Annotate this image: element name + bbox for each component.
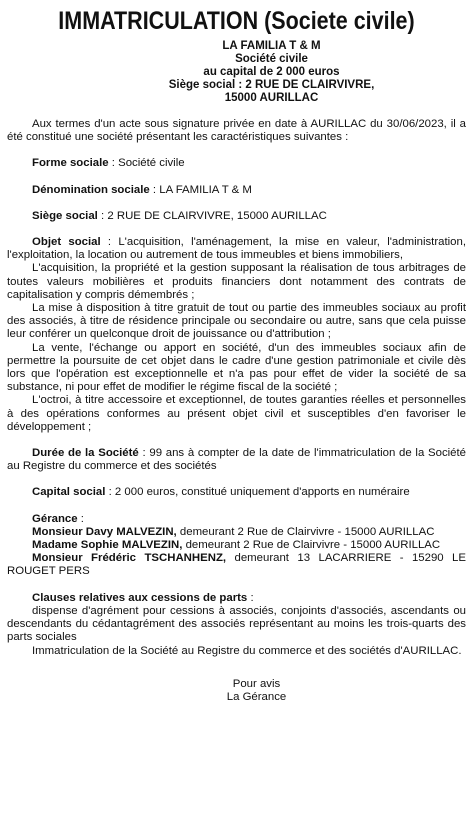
company-city: 15000 AURILLAC [224, 92, 319, 104]
siege-label: Siège social [32, 209, 98, 222]
objet-paragraph: La mise à disposition à titre gratuit de tout ou partie des immeubles sociaux au profit des associés, à titre de résidence principale ou secondaire ou autre, sans que cela puisse leur conférer un quelconque droit de jouissance ou d'attribution ; [7, 302, 466, 341]
objet-social [7, 236, 466, 262]
gerant-name: Madame Sophie MALVEZIN, [32, 539, 183, 552]
company-capital: au capital de 2 000 euros [203, 66, 340, 78]
gerant-name: Monsieur Frédéric TSCHANHENZ, [32, 552, 227, 565]
forme-label: Forme sociale [32, 157, 109, 170]
gerance-label: Gérance [32, 512, 78, 525]
objet-paragraph: La vente, l'échange ou apport en société, d'un des immeubles sociaux afin de permettre la poursuite de cet objet dans le cadre d'une gestion patrimoniale et civile dès lors que l'opération est exceptionnelle et n'a pas pour effet de vider la société de sa substance, ni pour effet de modifier le régime fiscal de la société ; [7, 341, 466, 394]
capital-social [7, 486, 466, 499]
duree-label: Durée de la Société [32, 447, 139, 460]
company-header [77, 40, 466, 105]
siege-social [7, 210, 466, 223]
clauses-heading [7, 592, 466, 605]
duree-societe [7, 447, 466, 473]
company-type: Société civile [235, 53, 308, 65]
gerant-entry [7, 539, 466, 552]
gerant-entry [7, 526, 466, 539]
denomination-sociale [7, 184, 466, 197]
notice-title: IMMATRICULATION (Societe civile) [58, 7, 415, 35]
siege-value: : 2 RUE DE CLAIRVIVRE, 15000 AURILLAC [97, 209, 327, 222]
capital-label: Capital social [32, 486, 106, 499]
company-seat: Siège social : 2 RUE DE CLAIRVIVRE, [168, 79, 375, 91]
gerance-heading [7, 513, 466, 526]
forme-sociale [7, 157, 466, 170]
denomination-label: Dénomination sociale [32, 183, 150, 196]
clauses-label: Clauses relatives aux cessions de parts [32, 591, 248, 604]
signature-block [47, 678, 466, 705]
objet-label: Objet social [32, 236, 101, 249]
gerant-entry [7, 552, 466, 578]
gerant-address: demeurant 2 Rue de Clairvivre - 15000 AURILLAC [176, 525, 435, 538]
objet-paragraph: L'acquisition, la propriété et la gestion supposant la réalisation de tous arbitrages de toutes valeurs mobilières et produits financiers dont notamment des contrats de capitalisation y compris démembrés ; [7, 262, 466, 301]
denomination-value: : LA FAMILIA T & M [149, 183, 252, 196]
forme-value: : Société civile [108, 157, 185, 170]
gerance-colon: : [77, 512, 84, 525]
gerant-address: demeurant 13 LACARRIERE - 15290 LE ROUGET PERS [7, 552, 466, 578]
gerant-address: demeurant 2 Rue de Clairvivre - 15000 AURILLAC [182, 539, 441, 552]
clauses-text: dispense d'agrément pour cessions à associés, conjoints d'associés, ascendants ou descendants du cédantagrément des associés représentant au moins les trois-quarts des parts sociales [7, 604, 466, 644]
signature-line-1: Pour avis [232, 677, 281, 690]
objet-first: : L'acquisition, l'aménagement, la mise en valeur, l'administration, l'exploitation, la location ou autrement de tous immeubles et biens immobiliers, [7, 236, 466, 262]
company-name: LA FAMILIA T & M [222, 40, 321, 52]
signature-line-2: La Gérance [226, 691, 287, 704]
duree-value: : 99 ans à compter de la date de l'immatriculation de la Société au Registre du commerce et des sociétés [7, 447, 466, 473]
intro-paragraph: Aux termes d'un acte sous signature privée en date à AURILLAC du 30/06/2023, il a été constitué une société présentant les caractéristiques suivantes : [7, 118, 466, 144]
capital-value: : 2 000 euros, constitué uniquement d'apports en numéraire [105, 486, 410, 499]
gerant-name: Monsieur Davy MALVEZIN, [32, 525, 177, 538]
objet-paragraph: L'octroi, à titre accessoire et exceptionnel, de toutes garanties réelles et personnelles à des opérations conformes au présent objet civil et susceptibles d'en favoriser le développement ; [7, 394, 466, 433]
registre-paragraph: Immatriculation de la Société au Registre du commerce et des sociétés d'AURILLAC. [32, 644, 462, 657]
clauses-colon: : [247, 591, 254, 604]
